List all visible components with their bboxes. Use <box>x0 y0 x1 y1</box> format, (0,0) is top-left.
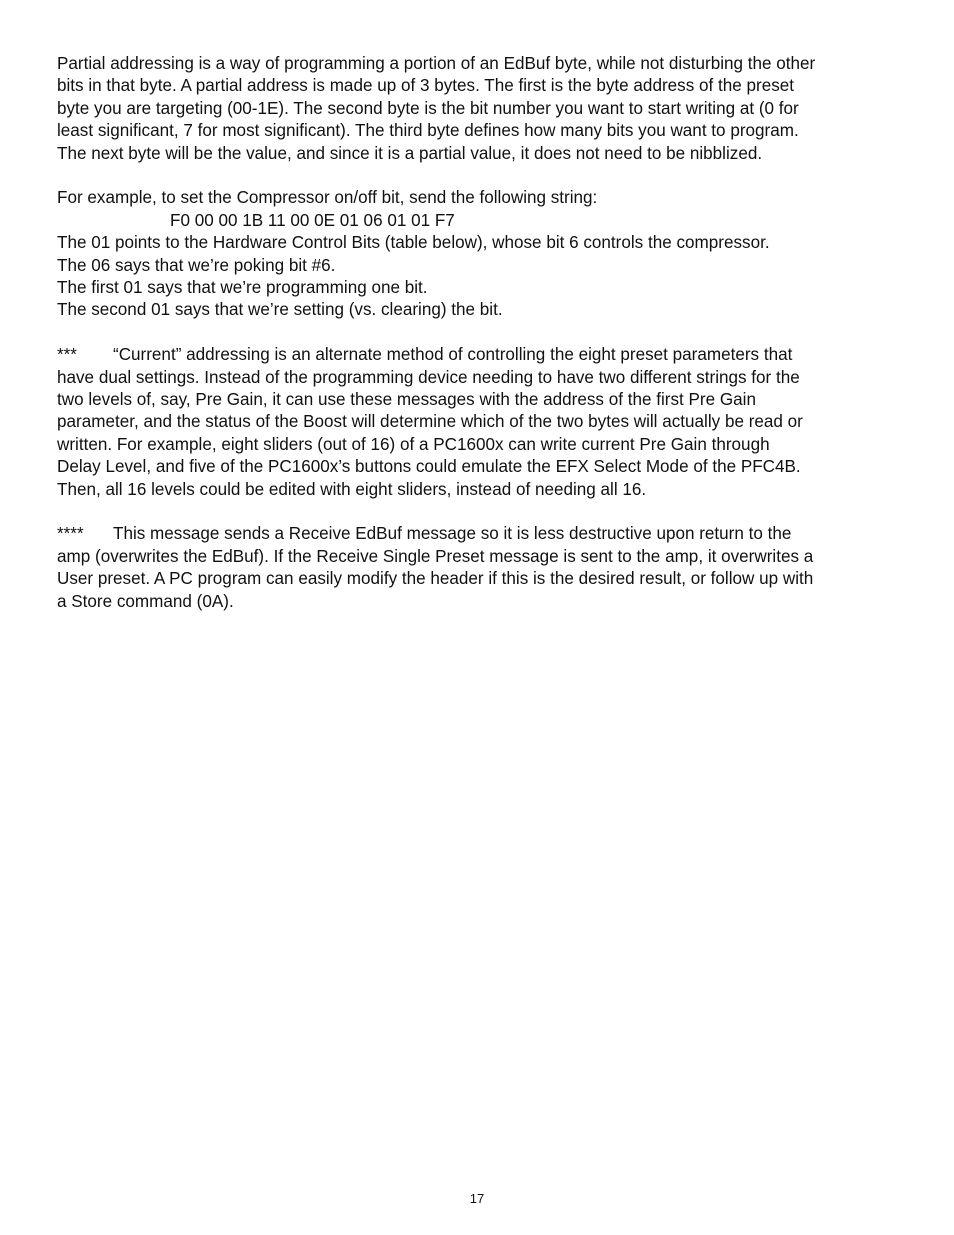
paragraph-gap <box>57 165 902 187</box>
paragraph-line: The next byte will be the value, and since it is a partial value, it does not need to be nibblized. <box>57 143 763 163</box>
note-line: Delay Level, and five of the PC1600x’s buttons could emulate the EFX Select Mode of the PFC4B. <box>57 457 801 477</box>
paragraph-gap <box>57 322 902 344</box>
note-line: User preset. A PC program can easily modify the header if this is the desired result, or follow up with <box>57 569 814 589</box>
note-line: Then, all 16 levels could be edited with eight sliders, instead of needing all 16. <box>57 479 647 499</box>
example-line: The 01 points to the Hardware Control Bits (table below), whose bit 6 controls the compressor. <box>57 233 770 253</box>
note-line: written. For example, eight sliders (out of 16) of a PC1600x can write current Pre Gain through <box>57 434 770 454</box>
paragraph-line: Partial addressing is a way of programming a portion of an EdBuf byte, while not disturbing the other <box>57 54 816 73</box>
example-intro: For example, to set the Compressor on/off bit, send the following string: <box>57 188 598 208</box>
note-line: amp (overwrites the EdBuf). If the Receive Single Preset message is sent to the amp, it overwrites a <box>57 546 814 566</box>
example-line: The 06 says that we’re poking bit #6. <box>57 255 336 275</box>
note-first-line <box>57 523 902 545</box>
note-first-line-text: “Current” addressing is an alternate method of controlling the eight preset parameters that <box>113 345 793 365</box>
example-code-string: F0 00 00 1B 11 00 0E 01 06 01 01 F7 <box>170 210 455 230</box>
paragraph-line: byte you are targeting (00-1E). The second byte is the bit number you want to start writing at (0 for <box>57 98 799 118</box>
paragraph-line: least significant, 7 for most significant). The third byte defines how many bits you want to program. <box>57 121 799 141</box>
current-addressing-note <box>57 344 902 501</box>
note-first-line <box>57 344 902 366</box>
receive-edbuf-note <box>57 523 902 613</box>
example-line: The first 01 says that we’re programming one bit. <box>57 278 428 298</box>
note-line: have dual settings. Instead of the programming device needing to have two different strings for the <box>57 367 800 387</box>
note-line: two levels of, say, Pre Gain, it can use these messages with the address of the first Pre Gain <box>57 390 756 410</box>
note-first-line-text: This message sends a Receive EdBuf message so it is less destructive upon return to the <box>113 524 792 544</box>
paragraph-gap <box>57 501 902 523</box>
partial-addressing-paragraph <box>57 53 902 165</box>
paragraph-line: bits in that byte. A partial address is made up of 3 bytes. The first is the byte address of the preset <box>57 76 795 96</box>
footnote-marker: *** <box>57 345 77 365</box>
note-line: a Store command (0A). <box>57 591 234 611</box>
example-paragraph <box>57 187 902 321</box>
note-line: parameter, and the status of the Boost will determine which of the two bytes will actually be read or <box>57 412 803 432</box>
document-body <box>57 53 902 613</box>
page-number: 17 <box>469 1191 485 1206</box>
footnote-marker: **** <box>57 524 84 544</box>
example-line: The second 01 says that we’re setting (vs. clearing) the bit. <box>57 300 503 320</box>
